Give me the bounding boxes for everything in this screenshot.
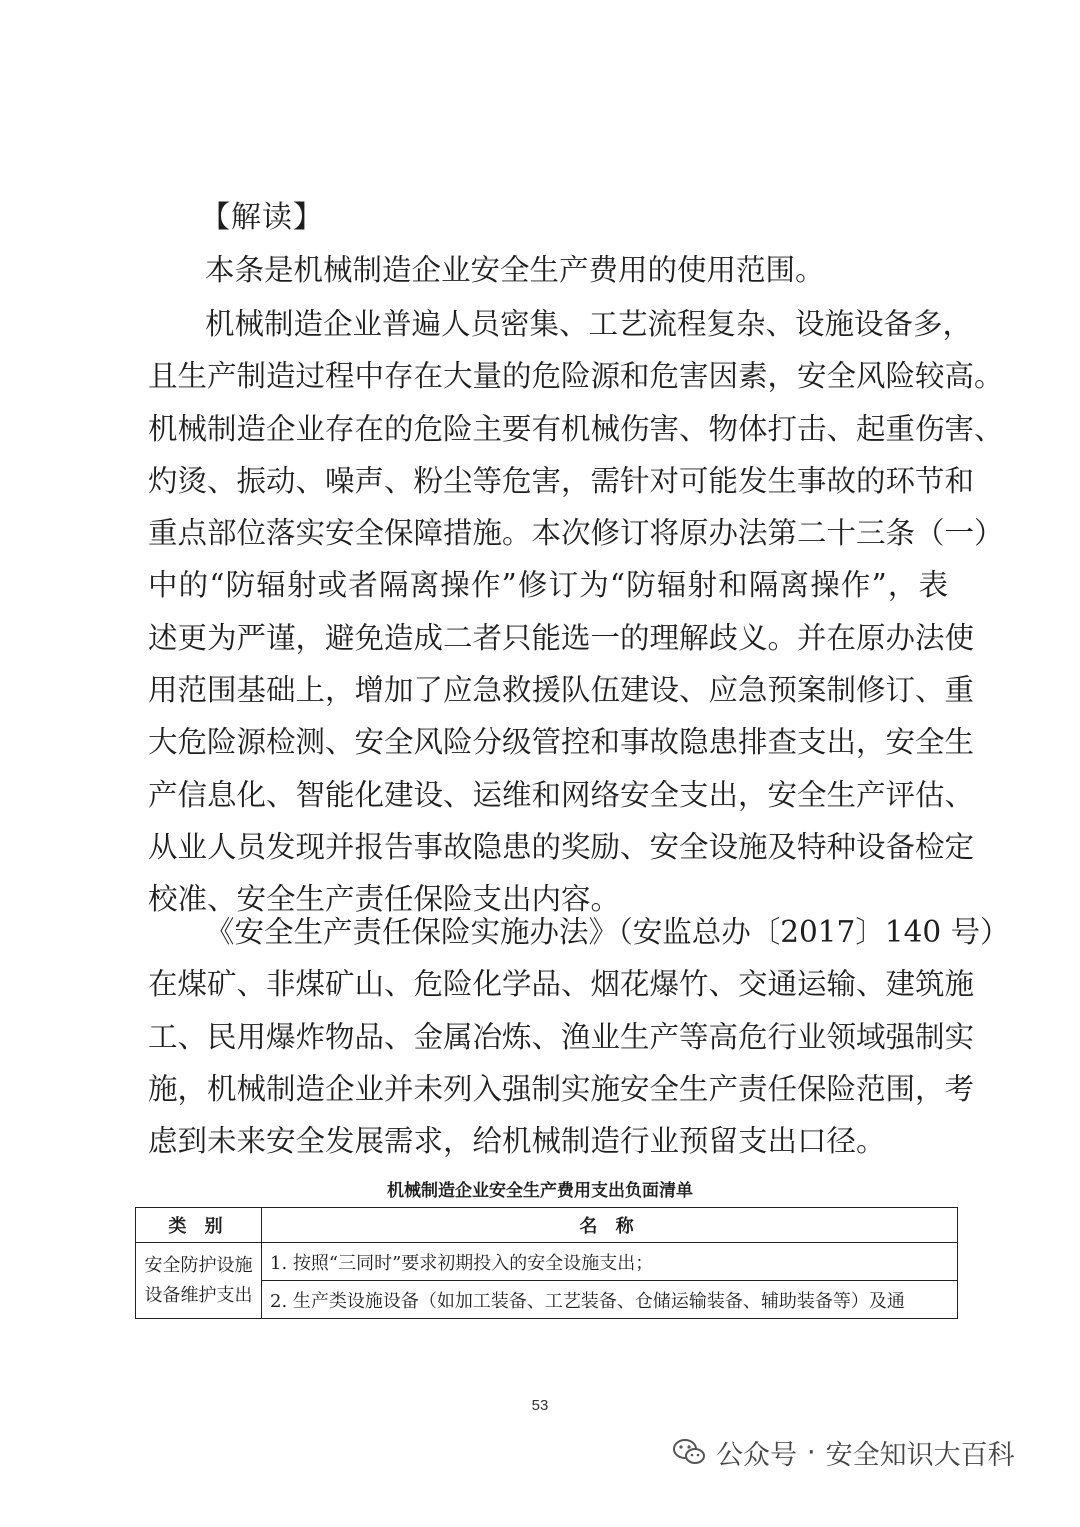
paragraph-line: 校准、安全生产责任保险支出内容。 [148, 882, 621, 917]
page-number: 53 [531, 1397, 549, 1414]
wechat-icon [672, 1437, 706, 1467]
category-line: 设备维护支出 [144, 1284, 253, 1306]
table-title: 机械制造企业安全生产费用支出负面清单 [387, 1181, 693, 1201]
watermark [672, 1432, 1015, 1472]
paragraph-3 [148, 906, 1010, 1167]
paragraph-1 [148, 244, 948, 296]
paragraph-line: 中的“防辐射或者隔离操作”修订为“防辐射和隔离操作”，表 [148, 568, 948, 603]
category-cell [136, 1243, 262, 1319]
paragraph-line: 重点部位落实安全保障措施。本次修订将原办法第二十三条（一） [148, 516, 1004, 551]
paragraph-line: 大危险源检测、安全风险分级管控和事故隐患排查支出，安全生 [148, 725, 975, 760]
paragraph-line: 机械制造企业普遍人员密集、工艺流程复杂、设施设备多， [205, 307, 973, 341]
category-line: 安全防护设施 [144, 1254, 253, 1276]
paragraph-line: 施，机械制造企业并未列入强制实施安全生产责任保险范围，考 [148, 1071, 975, 1106]
paragraph-line: 本条是机械制造企业安全生产费用的使用范围。 [205, 253, 825, 287]
negative-list-table [135, 1207, 958, 1319]
paragraph-line: 虑到未来安全发展需求，给机械制造行业预留支出口径。 [148, 1124, 886, 1159]
header-category: 类 别 [136, 1208, 262, 1243]
table-header-row [136, 1208, 958, 1243]
watermark-account: 安全知识大百科 [825, 1439, 1015, 1471]
paragraph-line: 《安全生产责任保险实施办法》（安监总办〔2017〕140 号） [205, 915, 1010, 949]
watermark-prefix: 公众号 [716, 1439, 797, 1471]
paragraph-2 [148, 298, 1004, 926]
section-heading: 【解读】 [200, 200, 324, 235]
paragraph-line: 工、民用爆炸物品、金属冶炼、渔业生产等高危行业领域强制实 [148, 1019, 975, 1054]
item-cell: 2. 生产类设施设备（如加工装备、工艺装备、仓储运输装备、辅助装备等）及通 [262, 1281, 958, 1319]
header-name: 名 称 [262, 1208, 958, 1243]
table-row [136, 1243, 958, 1281]
paragraph-line: 在煤矿、非煤矿山、危险化学品、烟花爆竹、交通运输、建筑施 [148, 967, 975, 1002]
paragraph-line: 用范围基础上，增加了应急救援队伍建设、应急预案制修订、重 [148, 673, 975, 708]
paragraph-line: 述更为严谨，避免造成二者只能选一的理解歧义。并在原办法使 [148, 620, 975, 655]
paragraph-line: 机械制造企业存在的危险主要有机械伤害、物体打击、起重伤害、 [148, 411, 1004, 446]
watermark-separator: · [807, 1436, 816, 1468]
paragraph-line: 且生产制造过程中存在大量的危险源和危害因素，安全风险较高。 [148, 359, 1004, 394]
paragraph-line: 从业人员发现并报告事故隐患的奖励、安全设施及特种设备检定 [148, 829, 975, 864]
paragraph-line: 灼烫、振动、噪声、粉尘等危害，需针对可能发生事故的环节和 [148, 463, 975, 498]
paragraph-line: 产信息化、智能化建设、运维和网络安全支出，安全生产评估、 [148, 777, 975, 812]
item-cell: 1. 按照“三同时”要求初期投入的安全设施支出； [262, 1243, 958, 1281]
